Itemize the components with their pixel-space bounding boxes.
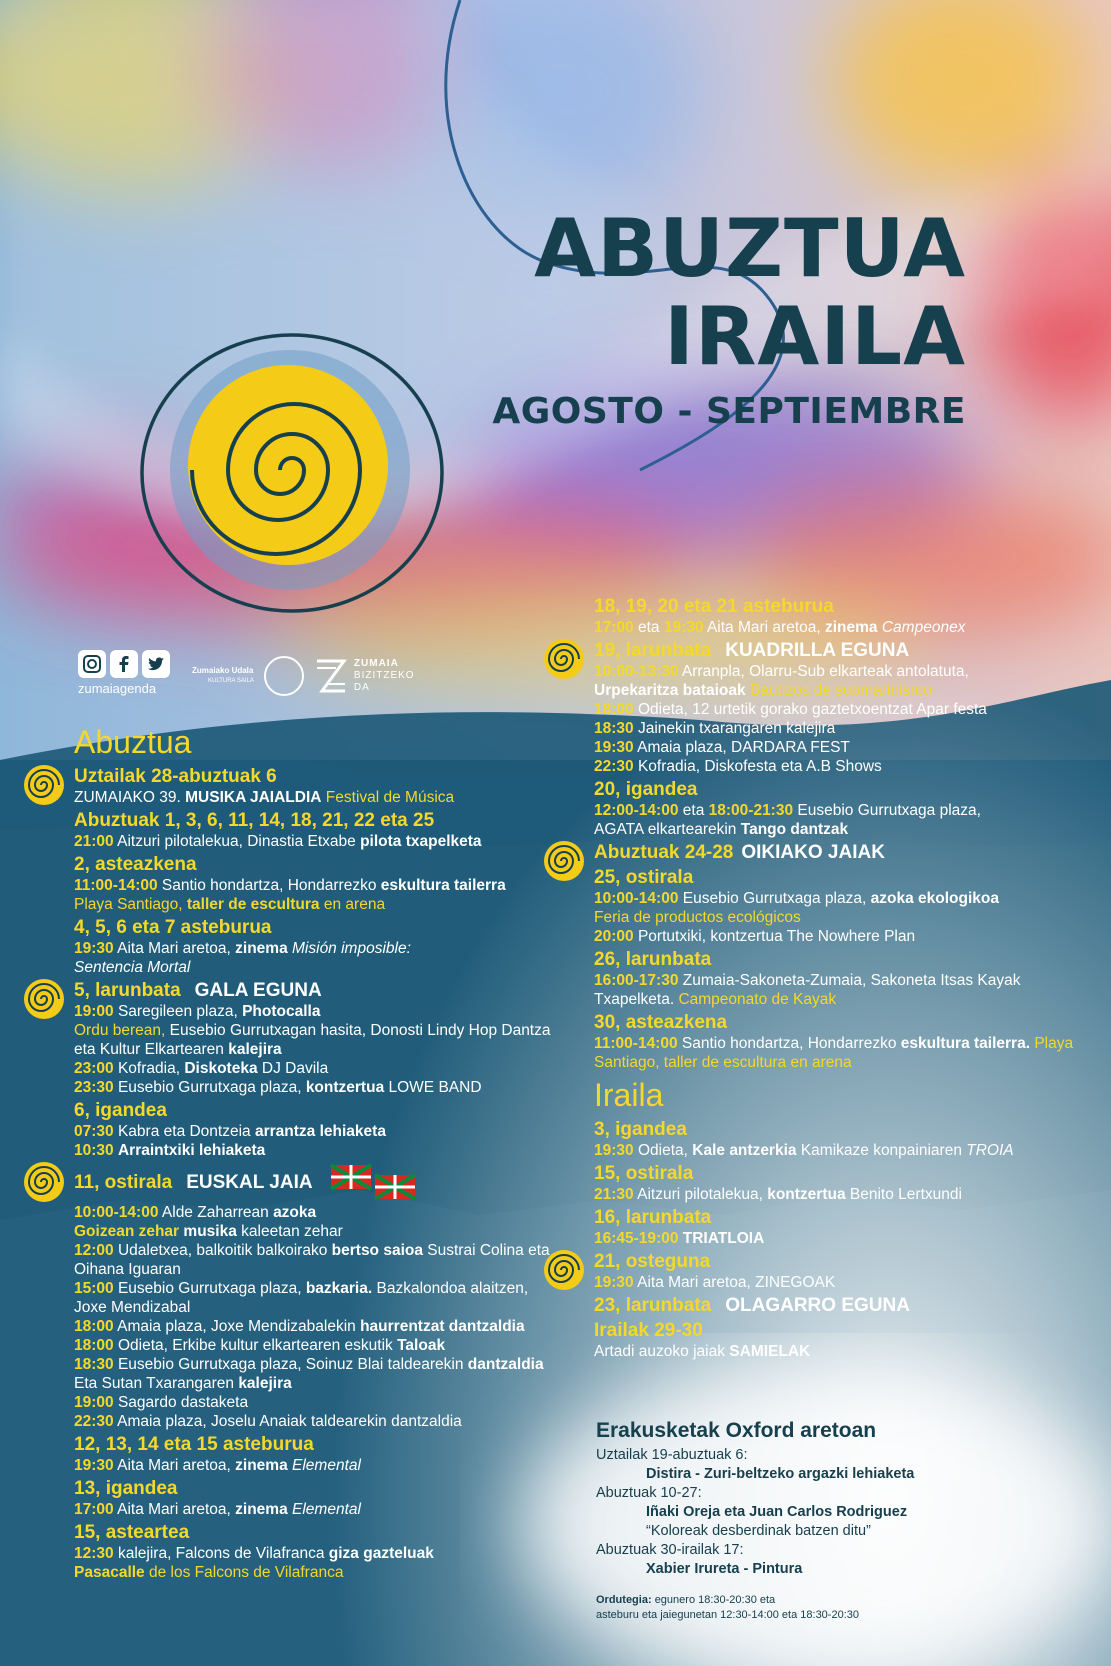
event-heading: 12, 13, 14 eta 15 asteburua: [74, 1434, 314, 1455]
event-heading: 3, igandea: [594, 1119, 687, 1140]
spiral-icon: [542, 839, 586, 883]
event-heading: 6, igandea: [74, 1100, 167, 1121]
event-heading: Abuztuak 1, 3, 6, 11, 14, 18, 21, 22 eta 25: [74, 810, 435, 831]
spiral-icon: [542, 1248, 586, 1292]
event-heading: 16, larunbata: [594, 1207, 712, 1228]
event-pilota: Abuztuak 1, 3, 6, 11, 14, 18, 21, 22 eta 25 21:00 Aitzuri pilotalekua, Dinastia Etxabe pilota txapelketa: [74, 810, 564, 851]
event-oikiako-jaiak: Abuztuak 24-28 OIKIAKO JAIAK: [594, 842, 1084, 864]
spiral-icon: [22, 763, 66, 807]
exhibition-hours: Ordutegia: egunero 18:30-20:30 eta asteburu eta jaiegunetan 12:30-14:00 eta 18:30-20:30: [596, 1594, 859, 1621]
title-iraila: IRAILA: [664, 290, 966, 383]
ikurrina-flags-icon: [329, 1163, 419, 1203]
exhibition-name: Distira - Zuri-beltzeko argazki lehiaketa: [646, 1466, 915, 1482]
event-samielak: Irailak 29-30 Artadi auzoko jaiak SAMIELAK: [594, 1320, 1084, 1361]
udala-logo: Zumaiako Udala KULTURA SAILA: [192, 666, 254, 684]
instagram-icon[interactable]: [78, 650, 106, 678]
exhibitions-block: [596, 1418, 1016, 1623]
town-seal-icon: [264, 656, 304, 696]
event-heading: Irailak 29-30: [594, 1320, 703, 1341]
event-kuadrilla-eguna: 19, larunbata KUADRILLA EGUNA 10:00-13:30 Arranpla, Olarru-Sub elkarteak antolatuta, Urpekaritza bataioak Bautizos de submarinismo 18:00 Odieta, 12 urtetik gorako gaztetxoentzat Apar festa 18:30 Jainekin txarangaren kalejira 19:30 Amaia plaza, DARDARA FEST 22:30 Kofradia, Diskofesta eta A.B Shows: [594, 640, 1084, 776]
event-heading: 15, ostirala: [594, 1163, 694, 1184]
event-olagarro-eguna: 23, larunbata OLAGARRO EGUNA: [594, 1295, 910, 1316]
exhibition-date: Abuztuak 10-27:: [596, 1485, 702, 1501]
event-25-ostirala: 25, ostirala 10:00-14:00 Eusebio Gurrutxaga plaza, azoka ekologikoa Feria de productos ecológicos 20:00 Portutxiki, kontzertua The Nowhere Plan: [594, 867, 1084, 946]
zumaia-z-icon: [314, 656, 348, 696]
event-15-asteartea: 15, asteartea 12:30 kalejira, Falcons de Vilafranca giza gazteluak Pasacalle de los Falcons de Vilafranca: [74, 1522, 564, 1582]
event-21-osteguna: 21, osteguna 19:30 Aita Mari aretoa, ZINEGOAK: [594, 1251, 1084, 1292]
right-column: [594, 596, 1084, 1364]
event-16-larunbata: 16, larunbata 16:45-19:00 TRIATLOIA: [594, 1207, 1084, 1248]
event-heading: 25, ostirala: [594, 867, 694, 888]
twitter-icon[interactable]: [142, 650, 170, 678]
exhibition-name: Iñaki Oreja eta Juan Carlos Rodriguez: [646, 1504, 908, 1520]
event-2-asteazkena: 2, asteazkena 11:00-14:00 Santio hondartza, Hondarrezko eskultura tailerra Playa Santiago, taller de escultura en arena: [74, 854, 564, 914]
month-iraila: Iraila: [594, 1077, 664, 1113]
social-block: [78, 650, 170, 696]
event-26-larunbata: 26, larunbata 16:00-17:30 Zumaia-Sakoneta-Zumaia, Sakoneta Itsas Kayak Txapelketa. Campeonato de Kayak: [594, 949, 1084, 1009]
title-abuztua: ABUZTUA: [534, 202, 966, 295]
spiral-icon: [542, 637, 586, 681]
event-3-igandea: 3, igandea 19:30 Odieta, Kale antzerkia Kamikaze konpainiaren TROIA: [594, 1119, 1084, 1160]
event-euskal-jaia: 11, ostirala EUSKAL JAIA 10:00-14:00 Alde Zaharrean azoka Goizean zehar musika kaleetan zehar 12:00 Udaletxea, balkoitik balkoirako bertso saioa Sustrai Colina eta Oihana Iguaran 15:00 Eusebio Gurrutxaga plaza, bazkaria. Bazkalondoa alaitzen, Joxe Mendizabal 18:00 Amaia plaza, Joxe Mendizabalekin haurrentzat dantzaldia 18:00 Odieta, Erkibe kultur elkartearen eskutik Taloak 18:30 Eusebio Gurrutxaga plaza, Soinuz Blai taldearekin dantzaldia Eta Sutan Txarangaren kalejira 19:00 Sagardo dastaketa 22:30 Amaia plaza, Joselu Anaiak taldearekin dantzaldia: [74, 1163, 564, 1431]
event-18-21-asteburua: 18, 19, 20 eta 21 asteburua 17:00 eta 19:30 Aita Mari aretoa, zinema Campeonex: [594, 596, 1084, 637]
zumaia-logo: ZUMAIA BIZITZEKO DA: [314, 656, 415, 696]
event-6-igandea: 6, igandea 07:30 Kabra eta Dontzeia arrantza lehiaketa 10:30 Arraintxiki lehiaketa: [74, 1100, 564, 1160]
event-heading: Uztailak 28-abuztuak 6: [74, 766, 277, 787]
event-heading: 2, asteazkena: [74, 854, 197, 875]
social-handle: zumaiagenda: [78, 681, 157, 696]
exhibitions-title: Erakusketak Oxford aretoan: [596, 1419, 877, 1442]
event-heading: 18, 19, 20 eta 21 asteburua: [594, 596, 834, 617]
exhibition-date: Uztailak 19-abuztuak 6:: [596, 1447, 748, 1463]
event-heading: 26, larunbata: [594, 949, 712, 970]
month-abuztua: Abuztua: [74, 724, 192, 760]
exhibition-date: Abuztuak 30-irailak 17:: [596, 1542, 744, 1558]
exhibition-name: Xabier Irureta - Pintura: [646, 1561, 803, 1577]
event-30-asteazkena: 30, asteazkena 11:00-14:00 Santio hondartza, Hondarrezko eskultura tailerra. Playa Santiago, taller de escultura en arena: [594, 1012, 1084, 1072]
facebook-icon[interactable]: [110, 650, 138, 678]
spiral-icon: [22, 977, 66, 1021]
spiral-icon: [22, 1160, 66, 1204]
subtitle: AGOSTO - SEPTIEMBRE: [492, 391, 966, 432]
event-15-ostirala: 15, ostirala 21:30 Aitzuri pilotalekua, kontzertua Benito Lertxundi: [594, 1163, 1084, 1204]
event-12-15-asteburua: 12, 13, 14 eta 15 asteburua 19:30 Aita Mari aretoa, zinema Elemental: [74, 1434, 564, 1475]
event-13-igandea: 13, igandea 17:00 Aita Mari aretoa, zinema Elemental: [74, 1478, 564, 1519]
event-heading: 4, 5, 6 eta 7 asteburua: [74, 917, 272, 938]
exhibition-subtitle: “Koloreak desberdinak batzen ditu”: [646, 1523, 871, 1539]
event-heading: 21, osteguna: [594, 1251, 711, 1272]
event-heading: 13, igandea: [74, 1478, 178, 1499]
event-heading: 20, igandea: [594, 779, 698, 800]
event-heading: 30, asteazkena: [594, 1012, 728, 1033]
event-musika-jaialdia: Uztailak 28-abuztuak 6 ZUMAIAKO 39. MUSIKA JAIALDIA Festival de Música: [74, 766, 564, 807]
left-column: [74, 720, 564, 1585]
event-4-7-asteburua: 4, 5, 6 eta 7 asteburua 19:30 Aita Mari aretoa, zinema Misión imposible: Sentencia Mortal: [74, 917, 564, 977]
event-heading: 15, asteartea: [74, 1522, 190, 1543]
title-block: [492, 202, 966, 432]
event-20-igandea: 20, igandea 12:00-14:00 eta 18:00-21:30 Eusebio Gurrutxaga plaza, AGATA elkartearekin Tango dantzak: [594, 779, 1084, 839]
sun-spiral-logo: [130, 315, 460, 625]
event-gala-eguna: 5, larunbata GALA EGUNA 19:00 Saregileen plaza, Photocalla Ordu berean, Eusebio Gurrutxagan hasita, Donosti Lindy Hop Dantza eta Kultur Elkartearen kalejira 23:00 Kofradia, Diskoteka DJ Davila 23:30 Eusebio Gurrutxaga plaza, kontzertua LOWE BAND: [74, 980, 564, 1097]
institution-logos: [192, 656, 415, 696]
